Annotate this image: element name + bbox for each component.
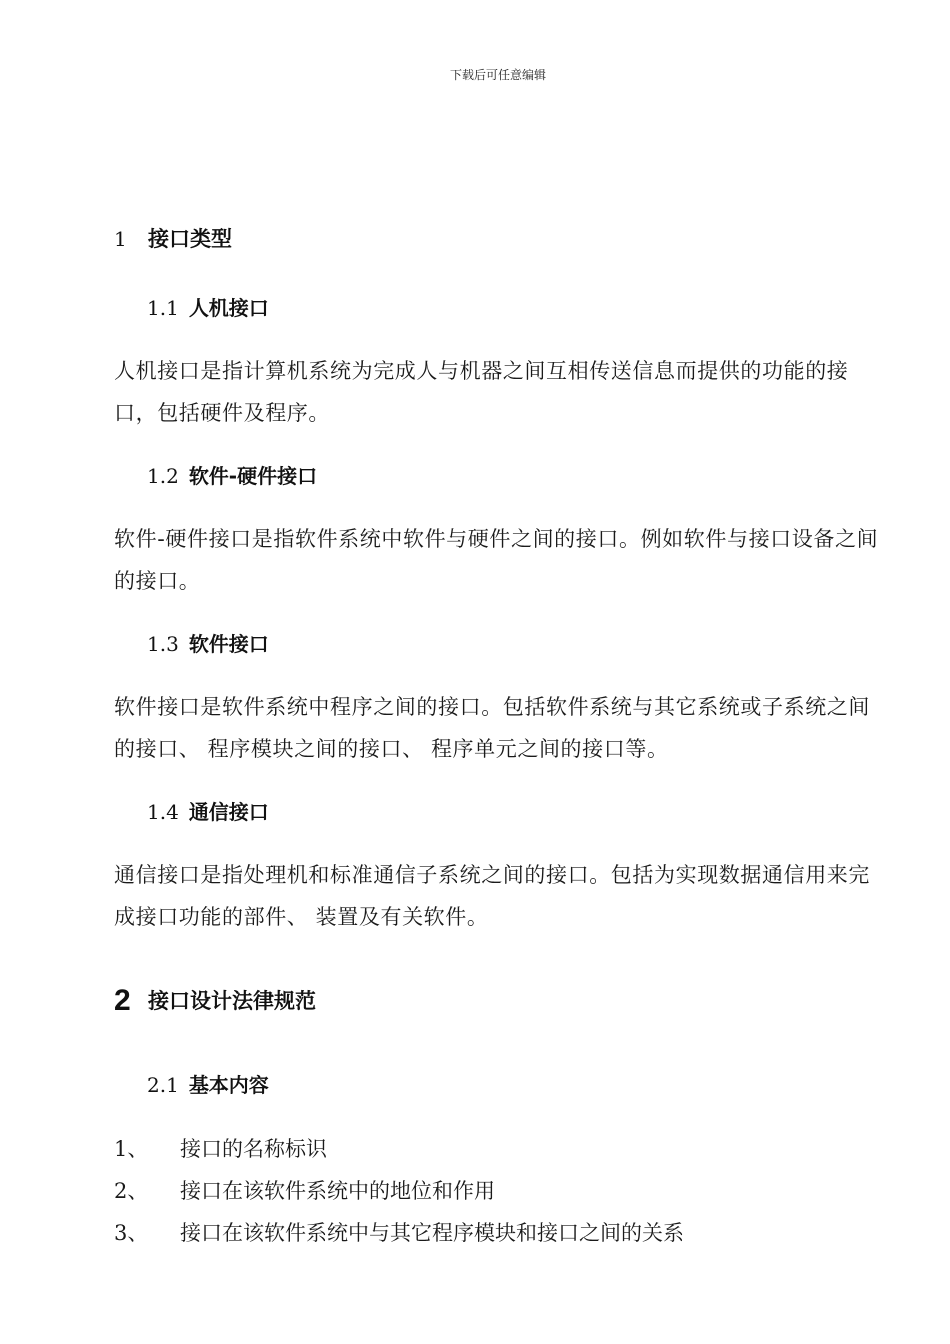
list-item-text: 接口在该软件系统中与其它程序模块和接口之间的关系 xyxy=(180,1221,684,1245)
subsection-2-1-heading xyxy=(147,1071,269,1099)
section-2-title: 接口设计法律规范 xyxy=(148,989,316,1013)
subsection-1-3-title: 软件接口 xyxy=(188,632,269,656)
subsection-1-2-body: 软件-硬件接口是指软件系统中软件与硬件之间的接口。例如软件与接口设备之间的接口。 xyxy=(114,527,879,593)
list-item xyxy=(114,1176,495,1206)
section-1-heading xyxy=(114,224,232,254)
list-item-index: 1、 xyxy=(114,1137,149,1161)
subsection-1-3-heading xyxy=(147,630,269,658)
subsection-1-4-title: 通信接口 xyxy=(188,800,269,824)
subsection-2-1-number: 2.1 xyxy=(147,1073,179,1097)
header-note: 下载后可任意编辑 xyxy=(449,68,546,82)
list-item-text: 接口在该软件系统中的地位和作用 xyxy=(180,1179,495,1203)
subsection-1-4-body: 通信接口是指处理机和标准通信子系统之间的接口。包括为实现数据通信用来完成接口功能的部件、 装置及有关软件。 xyxy=(114,863,870,929)
section-1-title: 接口类型 xyxy=(148,227,232,251)
subsection-1-1-number: 1.1 xyxy=(147,296,179,320)
subsection-1-3-body: 软件接口是软件系统中程序之间的接口。包括软件系统与其它系统或子系统之间的接口、 程序模块之间的接口、 程序单元之间的接口等。 xyxy=(114,695,870,761)
subsection-1-1-title: 人机接口 xyxy=(188,296,269,320)
subsection-1-3-number: 1.3 xyxy=(147,632,179,656)
subsection-1-4-number: 1.4 xyxy=(147,800,179,824)
section-2-number: 2 xyxy=(114,984,131,1017)
list-item-text: 接口的名称标识 xyxy=(180,1137,327,1161)
subsection-1-2-number: 1.2 xyxy=(147,464,179,488)
list-item xyxy=(114,1134,327,1164)
subsection-1-1-heading xyxy=(147,294,269,322)
subsection-1-2-title: 软件-硬件接口 xyxy=(188,464,318,488)
list-item-index: 3、 xyxy=(114,1221,149,1245)
section-2-heading xyxy=(114,984,316,1016)
section-1-number: 1 xyxy=(114,227,127,251)
subsection-1-1-body: 人机接口是指计算机系统为完成人与机器之间互相传送信息而提供的功能的接口，包括硬件及程序。 xyxy=(114,359,849,425)
subsection-1-2-heading xyxy=(147,462,317,490)
subsection-2-1-title: 基本内容 xyxy=(188,1073,269,1097)
list-item-index: 2、 xyxy=(114,1179,149,1203)
subsection-1-4-heading xyxy=(147,798,269,826)
list-item xyxy=(114,1218,684,1248)
